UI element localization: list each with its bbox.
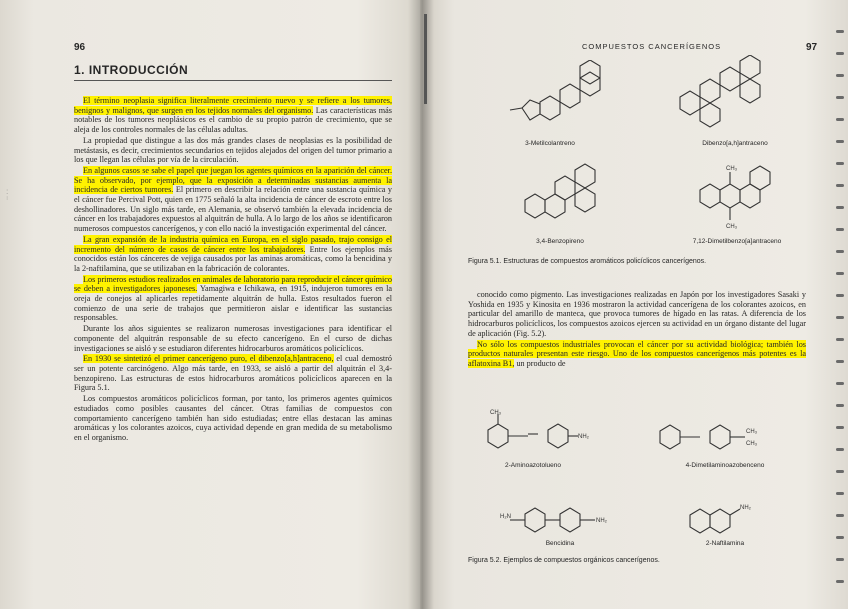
binding-ring bbox=[836, 514, 844, 517]
molecule-naphthylamine bbox=[680, 497, 770, 542]
svg-text:CH₃: CH₃ bbox=[746, 441, 758, 447]
label-mol-4: 7,12-Dimetilbenzo[a]antraceno bbox=[692, 238, 782, 245]
svg-text:CH₃: CH₃ bbox=[726, 166, 738, 172]
title-rule bbox=[74, 80, 392, 81]
binding-ring bbox=[836, 206, 844, 209]
label-mol-2: Dibenzo[a,h]antraceno bbox=[702, 140, 768, 147]
label-mol-8: 2-Naftilamina bbox=[705, 540, 745, 547]
binding-ring bbox=[836, 162, 844, 165]
body-text: El primero en describir la relación entre una sustancia química y el cáncer fue Percival Pott, quien en 1775 señaló la alta incidencia de cáncer de escroto entre los deshollinadores. Un siglo más tarde, en Alemania, se observó también la elevada incidencia de cáncer en los trabajadores expuestos al alquitrán de hulla. A lo largo de los años se identificaron numerosos compuestos cancerígenos, y con ello nació la investigación experimental del cáncer. bbox=[74, 185, 392, 234]
spiral-binding bbox=[834, 0, 848, 609]
left-page bbox=[0, 0, 420, 609]
paragraph bbox=[74, 394, 392, 443]
molecule-benzidine bbox=[500, 500, 640, 540]
binding-ring bbox=[836, 294, 844, 297]
paragraph bbox=[74, 354, 392, 393]
svg-text:NH₂: NH₂ bbox=[578, 434, 589, 440]
binding-ring bbox=[836, 448, 844, 451]
svg-text:NH₂: NH₂ bbox=[740, 505, 751, 511]
binding-ring bbox=[836, 404, 844, 407]
body-text: conocido como pigmento. Las investigaciones realizadas en Japón por los investigadores Sasaki y Yoshida en 1935 y Kinosita en 1936 mostraron la actividad cancerígena de los colorantes azoicos, en particular del amarillo de manteca, que provoca tumores de hígado en las ratas. A diferencia de los hidrocarburos policíclicos, los compuestos azoicos ejercen su actividad en un órgano distante del lugar de aplicación (Fig. 5.2). bbox=[468, 290, 806, 338]
binding-ring bbox=[836, 30, 844, 33]
binding-ring bbox=[836, 140, 844, 143]
page-edge-mark bbox=[424, 14, 427, 104]
body-text: Los compuestos aromáticos policíclicos forman, por tanto, los primeros agentes químicos estudiados como posibles causantes del cáncer. Otras familias de compuestos con comportamiento cancerígeno también han sido estudiadas; entre ellas destacan las aminas aromáticas y los colorantes azoicos, cuya actividad depende en gran medida de su metabolismo en el organismo. bbox=[74, 394, 392, 442]
figure-2-caption: Figura 5.2. Ejemplos de compuestos orgánicos cancerígenos. bbox=[468, 557, 660, 564]
binding-ring bbox=[836, 184, 844, 187]
page-number-right: 97 bbox=[806, 42, 818, 53]
body-text: La propiedad que distingue a las dos más grandes clases de neoplasias es la posibilidad de metástasis, es decir, crecimientos secundarios en tejidos alejados del origen del tumor primario a los que llegan las células por vía de la circulación. bbox=[74, 135, 392, 165]
svg-text:CH₃: CH₃ bbox=[726, 224, 738, 230]
svg-text:NH₂: NH₂ bbox=[596, 518, 607, 524]
binding-ring bbox=[836, 228, 844, 231]
binding-ring bbox=[836, 52, 844, 55]
binding-ring bbox=[836, 470, 844, 473]
binding-ring bbox=[836, 580, 844, 583]
binding-ring bbox=[836, 96, 844, 99]
label-mol-6: 4-Dimetilaminoazobenceno bbox=[685, 462, 765, 469]
highlighted-text: El término neoplasia significa literalmente crecimiento nuevo y se refiere a los tumores, benignos y malignos, que surgen en los tejidos normales del organismo. bbox=[74, 96, 392, 115]
binding-ring bbox=[836, 118, 844, 121]
molecule-aminoazotoluene bbox=[478, 408, 618, 463]
highlighted-text: La gran expansión de la industria química en Europa, en el siglo pasado, trajo consigo el incremento del número de casos de cáncer entre los trabajadores. bbox=[74, 234, 392, 254]
label-mol-1: 3-Metilcolantreno bbox=[525, 140, 575, 147]
molecule-dimethylbenzanthracene bbox=[690, 160, 790, 235]
svg-text:CH₃: CH₃ bbox=[490, 410, 502, 416]
book-gutter bbox=[408, 0, 434, 609]
paragraph bbox=[468, 290, 806, 339]
paragraph bbox=[74, 96, 392, 135]
paragraph bbox=[74, 324, 392, 353]
binding-ring bbox=[836, 316, 844, 319]
binding-ring bbox=[836, 382, 844, 385]
svg-text:H₂N: H₂N bbox=[500, 514, 511, 520]
paragraph bbox=[74, 235, 392, 274]
binding-ring bbox=[836, 360, 844, 363]
highlighted-text: En algunos casos se sabe el papel que juegan los agentes químicos en la aparición del cáncer. Se ha observado, por ejemplo, que la exposición a determinadas sustancias aumenta la incidencia de ciertos tumores. bbox=[74, 165, 392, 195]
paragraph bbox=[74, 166, 392, 234]
binding-ring bbox=[836, 558, 844, 561]
figure-1-caption: Figura 5.1. Estructuras de compuestos aromáticos policíclicos cancerígenos. bbox=[468, 258, 707, 265]
binding-ring bbox=[836, 492, 844, 495]
molecule-benzopyrene bbox=[515, 160, 615, 235]
label-mol-7: Bencidina bbox=[545, 540, 575, 547]
body-text: un producto de bbox=[514, 358, 566, 368]
highlighted-text: En 1930 se sintetizó el primer cancerígeno puro, el dibenzo[a,h]antraceno, bbox=[83, 354, 334, 364]
binding-ring bbox=[836, 74, 844, 77]
binding-ring bbox=[836, 536, 844, 539]
molecule-dibenzanthracene bbox=[670, 55, 790, 140]
molecule-dimethylaminoazobenzene bbox=[650, 415, 800, 460]
paragraph bbox=[74, 136, 392, 165]
binding-ring bbox=[836, 426, 844, 429]
chapter-title: 1. INTRODUCCIÓN bbox=[74, 63, 189, 77]
label-mol-5: 2-Aminoazotolueno bbox=[504, 462, 561, 469]
body-text: Entre los ejemplos más conocidos están los cánceres de vejiga causados por las aminas aromáticas, como la bencidina y la 2-naftilamina, que se utilizaban en la fabricación de colorantes. bbox=[74, 244, 392, 273]
binding-ring bbox=[836, 250, 844, 253]
svg-text:CH₃: CH₃ bbox=[746, 429, 758, 435]
highlighted-text: Los primeros estudios realizados en animales de laboratorio para reproducir el cáncer químico se deben a investigadores japoneses. bbox=[74, 274, 392, 294]
binding-ring bbox=[836, 272, 844, 275]
body-text: el cual demostró ser un potente carcinógeno. Algo más tarde, en 1933, se aisló a partir del alquitrán el 3,4-benzopireno. Las estructuras de estos hidrocarburos aromáticos policíclicos aparecen en la Figura 5.1. bbox=[74, 354, 392, 393]
binding-ring bbox=[836, 338, 844, 341]
highlighted-text: No sólo los compuestos industriales provocan el cáncer por su actividad biológica; también los productos naturales presentan este riesgo. Uno de los compuestos cancerígenos más potentes es la aflatoxina B1, bbox=[468, 339, 806, 368]
molecule-3-methylcholanthrene bbox=[500, 60, 610, 130]
running-head: COMPUESTOS CANCERÍGENOS bbox=[582, 42, 722, 51]
page-number-left: 96 bbox=[74, 42, 86, 53]
left-body-text bbox=[74, 96, 392, 444]
body-text: Yamagiwa e Ichikawa, en 1915, indujeron tumores en la oreja de conejos al aplicarles repetidamente alquitrán de hulla. Estos resultados fueron el comienzo de una serie de trabajos que permitieron aislar e identificar las sustancias responsables. bbox=[74, 284, 392, 323]
body-text: Las características más notables de los tumores neoplásicos es el cambio de su propio patrón de crecimiento, que se aleja de los controles normales de las células adultas. bbox=[74, 105, 392, 135]
paragraph bbox=[74, 275, 392, 324]
label-mol-3: 3,4-Benzopireno bbox=[536, 238, 584, 245]
body-text: Durante los años siguientes se realizaron numerosas investigaciones para identificar el componente del alquitrán responsable de su efecto cancerígeno. En el curso de dichas investigaciones se aisló y se estudiaron diferentes hidrocarburos aromáticos policíclicos. bbox=[74, 324, 392, 353]
paragraph bbox=[468, 340, 806, 369]
margin-scribble: ·· · · bbox=[5, 189, 11, 200]
right-body-text bbox=[468, 290, 806, 370]
